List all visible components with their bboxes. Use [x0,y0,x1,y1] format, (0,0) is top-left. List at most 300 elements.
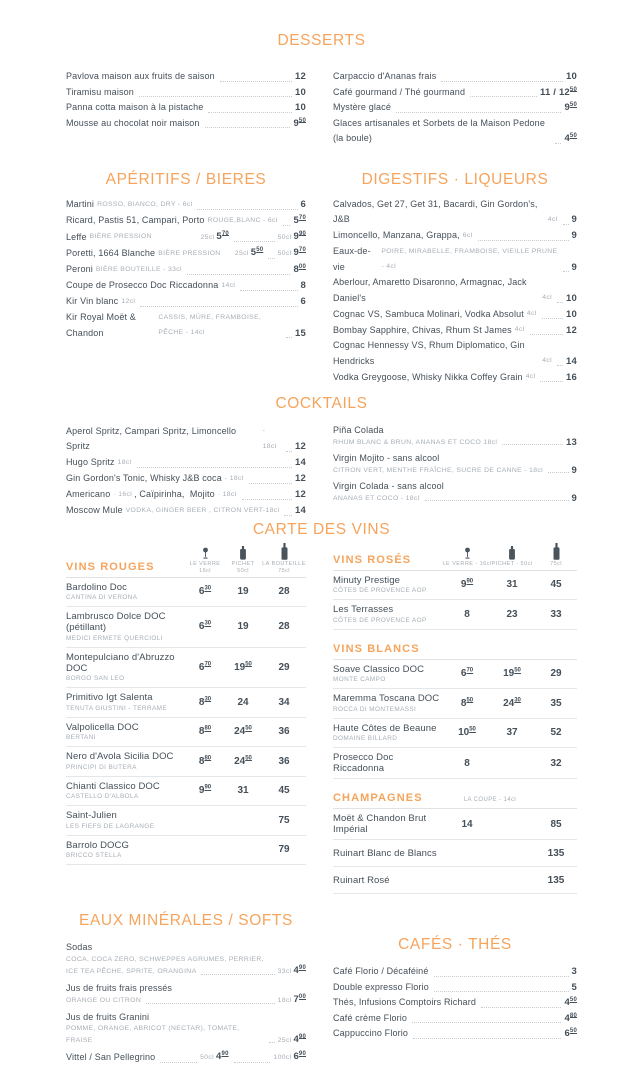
serving-size: 18cl [277,997,292,1004]
wine-producer: BORGO SAN LEO [66,675,125,682]
item-price: 100cl $6^{90}$ [273,1050,306,1062]
wine-column-header [224,543,262,577]
wine-price: 28 [278,621,290,633]
wine-name: Les Terrasses CÔTES DE PROVENCE AOP [333,604,445,625]
item-price: 14 [295,505,306,516]
item-detail: 12cl [121,297,136,305]
item-detail: COCA, COCA ZERO, SCHWEPPES AGRUMES, PERRIER, [66,955,264,963]
menu-item [333,322,577,338]
item-detail: · 18cl [217,490,237,498]
item-price: 5 [571,981,577,993]
rose-white-champagne-tables [333,543,577,895]
item-detail: · 16cl [113,490,133,498]
item-name: Aberlour, Amaretto Disaronno, Armagnac, Jack Daniel's [333,277,530,303]
menu-item [333,197,577,228]
dotted-leader [269,1042,275,1043]
menu-item [66,294,306,310]
item-name: Piña Colada [333,425,384,435]
item-price: 9 [571,492,577,504]
item-price: 25cl $5^{70}$ [200,230,229,242]
item-detail: - 18cl [262,427,277,450]
serving-size: 50cl [200,1054,215,1061]
item-price: 8 [300,280,306,291]
eaux-section [66,912,306,1066]
wine-name: Haute Côtes de Beaune DOMAINE BILLARD [333,723,445,744]
item-detail: 4cl [542,357,553,364]
menu-item [66,455,306,471]
item-price: $9^{50}$ [564,101,577,113]
item-price: 12 [295,71,306,82]
item-detail: 4cl [542,294,553,301]
dotted-leader [478,240,569,241]
wine-row [66,777,306,807]
menu-item [333,275,577,306]
wine-name: Bardolino Doc CANTINA DI VERONA [66,582,186,603]
wine-name: Barrolo DOCG BRICCO STELLA [66,840,186,861]
wine-producer: CÔTES DE PROVENCE AOP [333,587,427,594]
item-name: Café crème Florio [333,1012,408,1023]
wine-producer: PRINCIPI DI BUTERA [66,763,137,771]
wine-price: 34 [278,696,290,708]
aperitifs-digestifs-headings [66,171,577,188]
item-price: 10 [566,292,577,304]
desserts-columns [66,69,577,147]
wine-price: 29 [550,668,562,680]
item-detail: CASSIS, MÛRE, FRAMBOISE, PÊCHE - 14cl [158,313,264,336]
item-price: 12 [566,324,577,336]
item-price: 6 [300,296,306,307]
item-detail: POMME, ORANGE, ABRICOT (NECTAR), TOMATE, FRAISE [66,1025,242,1044]
cocktails-title: COCKTAILS [275,395,368,412]
wine-column-header [489,543,535,570]
item-detail: BIÈRE BOUTEILLE - 33cl [95,265,182,273]
item-name: Double expresso Florio [333,981,429,992]
item-name: Panna cotta maison à la pistache [66,102,204,112]
dotted-leader [249,483,292,484]
menu-item [333,369,577,385]
item-name: Carpaccio d'Ananas frais [333,71,437,81]
menu-item [333,423,577,451]
wine-category-heading: VINS ROUGES [66,560,155,573]
menu-item [66,981,306,1010]
wine-row [333,867,577,894]
wine-table [66,543,306,866]
item-name: Coupe de Prosecco Doc Riccadonna [66,280,219,290]
item-price: $4^{50}$ [564,132,577,144]
wine-name: Soave Classico DOC MONTE CAMPO [333,664,445,685]
dotted-leader [548,472,569,473]
wine-price: 135 [547,847,565,859]
item-price: 9 [571,261,577,273]
wine-price: 36 [278,726,290,738]
wine-price: 19 [237,586,249,598]
wine-name: Minuty Prestige CÔTES DE PROVENCE AOP [333,575,445,596]
wine-table [333,792,577,894]
wine-price: 75 [278,814,290,826]
item-detail: RHUM BLANC & BRUN, ANANAS ET COCO 18cl [333,438,498,446]
item-price: 50cl $9^{70}$ [277,246,306,258]
dotted-leader [234,241,275,242]
item-detail: - 18cl [224,474,244,482]
wine-row [66,806,306,836]
menu-item [66,503,306,519]
menu-item [66,940,306,981]
wine-price: $8^{80}$ [198,755,212,767]
red-wines-table [66,543,306,895]
serving-size: 25cl [234,250,249,257]
item-name: Pavlova maison aux fruits de saison [66,71,215,81]
column-label: 75cl [550,560,562,567]
column-label: LE VERRE - 16cl [442,560,492,567]
wine-row [333,809,577,840]
serving-size: 50cl [277,250,292,257]
wine-price: 85 [550,818,562,830]
menu-item [333,479,577,507]
wine-glass-icon [201,547,210,560]
wine-price: $8^{30}$ [198,696,212,708]
wine-price: 24 [237,696,249,708]
dotted-leader [413,1038,561,1039]
menu-item [333,244,577,276]
item-price: $6^{50}$ [564,1027,577,1039]
wine-price: $10^{50}$ [458,726,476,739]
item-name: Virgin Mojito - sans alcool [333,453,440,463]
bottle-icon [552,543,561,560]
serving-size: 100cl [273,1054,292,1061]
dotted-leader [481,1007,561,1008]
carafe-icon [508,546,516,560]
item-price: 10 [566,308,577,320]
desserts-left-list [66,69,306,147]
menu-item [66,197,306,213]
menu-item [66,1010,306,1050]
item-price: 9 [571,214,577,225]
column-volume: 75cl [278,567,290,574]
item-name: Poretti, 1664 Blanche [66,248,156,258]
wine-name: Montepulciano d'Abruzzo DOC BORGO SAN LEO [66,652,186,684]
item-name: Eaux-de-vie [333,246,371,272]
menu-item [333,228,577,244]
item-name: Gin Gordon's Tonic, Whisky J&B coca [66,473,222,483]
item-name: , Caïpirinha, Mojito [134,489,215,499]
wine-columns [66,543,577,895]
wine-row [333,600,577,630]
wine-name: Valpolicella DOC BERTANI [66,722,186,743]
carafe-icon [239,546,247,560]
dotted-leader [187,274,291,275]
item-price: 50cl $9^{90}$ [277,230,307,242]
serving-size: 25cl [277,1036,292,1044]
dotted-leader [208,112,292,113]
item-price: 50cl $4^{90}$ [200,1050,229,1062]
wine-row [333,660,577,690]
dotted-leader [268,258,274,259]
menu-item [333,69,577,85]
serving-size: 50cl [277,233,292,241]
dotted-leader [530,334,564,335]
item-name: Virgin Colada - sans alcool [333,481,444,491]
wine-column-header [442,543,492,570]
desserts-right-list [333,69,577,147]
item-name: Mystère glacé [333,102,391,112]
menu-item [66,423,306,455]
dotted-leader [197,209,297,210]
wine-producer: LES FIEFS DE LAGRANGE [66,822,155,830]
item-detail: 4cl [525,373,536,380]
dotted-leader [283,225,291,226]
dotted-leader [434,991,569,992]
item-name: Thés, Infusions Comptoirs Richard [333,997,477,1007]
carte-des-vins-title: CARTE DES VINS [252,520,391,538]
wine-price: $6^{70}$ [460,667,474,680]
wine-price: $24^{50}$ [234,725,252,738]
wine-table-header [333,543,577,571]
wine-price: 19 [237,621,249,633]
dotted-leader [286,451,292,452]
wine-price: $19^{50}$ [503,667,521,680]
item-detail: ANANAS ET COCO - 18cl [333,494,420,502]
bottle-icon [280,543,289,560]
dotted-leader [396,112,561,113]
dotted-leader [139,96,292,97]
wine-name: Saint-Julien LES FIEFS DE LAGRANGE [66,810,186,831]
dotted-leader [284,515,292,516]
wine-price: 36 [278,755,290,767]
item-name: Glaces artisanales et Sorbets de la Maison Pedone (la boule) [333,117,548,143]
dotted-leader [542,318,563,319]
wine-price: $8^{50}$ [460,697,474,709]
menu-item [66,278,306,294]
wine-name: Nero d'Avola Sicilia DOC PRINCIPI DI BUTERA [66,751,186,772]
item-detail: BIÈRE PRESSION [89,233,152,240]
wine-category-heading: CHAMPAGNES [333,792,423,804]
wine-row [333,840,577,867]
wine-price: $9^{90}$ [198,784,212,797]
wine-row [66,578,306,608]
wine-price: 37 [506,727,518,739]
item-name: Peroni [66,264,93,274]
wine-price: 45 [550,579,562,591]
serving-size: 25cl [200,233,215,241]
item-name: Aperol Spritz, Campari Spritz, Limoncello Spritz [66,425,239,451]
menu-item [333,306,577,322]
wine-producer: MONTE CAMPO [333,676,386,683]
wine-price: 135 [547,874,565,886]
item-name: Café gourmand / Thé gourmand [333,86,466,97]
wine-category-heading: VINS ROSÉS [333,553,412,566]
digestifs-title: DIGESTIFS · LIQUEURS [361,170,549,188]
item-name: Cappuccino Florio [333,1028,409,1038]
item-price: 9 [571,230,577,241]
wine-row [66,718,306,748]
dotted-leader [540,381,563,382]
aperitifs-digestifs-columns [66,197,577,386]
desserts-title: DESSERTS [277,32,366,49]
item-price: 15 [295,327,306,339]
aperitifs-title: APÉRITIFS / BIERES [105,170,267,188]
column-volume: 16cl [199,567,211,574]
wine-producer: MEDICI ERMETE QUERCIOLI [66,634,163,642]
wine-price: 31 [506,579,518,591]
dotted-leader [563,271,569,272]
menu-item [66,310,306,342]
item-detail: 4cl [514,326,525,333]
item-name: Ricard, Pastis 51, Campari, Porto [66,215,205,225]
dotted-leader [557,365,563,366]
wine-row [66,648,306,689]
wine-producer: DOMAINE BILLARD [333,735,398,742]
eaux-list [66,940,306,1066]
wine-row [66,747,306,777]
item-name: Leffe [66,231,87,242]
menu-item [333,338,577,369]
item-detail: 14cl [221,281,236,289]
eaux-title: EAUX MINÉRALES / SOFTS [79,912,293,929]
item-price: 12 [295,441,306,452]
item-price: 10 [295,86,306,98]
wine-price: $6^{70}$ [198,661,212,673]
dotted-leader [557,302,563,303]
wine-price: 8 [464,608,470,620]
wine-glass-icon [463,547,472,560]
item-name: Americano [66,489,111,499]
item-name: Jus de fruits frais pressés [66,982,173,993]
dotted-leader [160,1062,197,1063]
wine-producer: TENUTA GIUSTINI - TERRAME [66,704,168,712]
column-label: LA BOUTEILLE [262,560,306,567]
wine-table-header [333,792,577,809]
wine-price: 35 [550,697,562,709]
menu-item [66,245,306,262]
dotted-leader [205,127,291,128]
bottom-columns [66,912,577,1066]
wine-row [333,719,577,749]
wine-price: 29 [278,661,290,673]
dotted-leader [412,1022,561,1023]
menu-item [66,229,306,246]
wine-name: Ruinart Rosé [333,874,390,886]
menu-item [66,116,306,132]
item-detail: ICE TEA PÊCHE, SPRITE, ORANGINA [66,968,197,975]
wine-producer: CASTELLO D'ALBOLA [66,793,139,800]
column-volume: 50cl [237,567,249,574]
wine-price: 31 [237,785,249,797]
wine-producer: CÔTES DE PROVENCE AOP [333,616,427,624]
item-detail: CITRON VERT, MENTHE FRAÎCHE, SUCRE DE CANNE - 18cl [333,466,543,474]
wine-price: 23 [506,608,518,620]
item-name: Moscow Mule [66,505,123,515]
wine-price: $9^{90}$ [460,578,474,591]
menu-item [66,100,306,116]
item-price: 10 [295,102,306,113]
item-name: Sodas [66,942,93,952]
cafes-section [333,912,577,1066]
wine-producer: BERTANI [66,734,96,741]
dotted-leader [434,976,569,977]
wine-column-header [186,543,224,577]
item-price: 25cl $5^{50}$ [234,246,264,258]
cafes-title: CAFÉS · THÉS [398,936,512,953]
item-name: Cognac VS, Sambuca Molinari, Vodka Absolut [333,308,524,319]
wine-producer: ROCCA DI MONTEMASSI [333,705,417,713]
wine-column-header [262,543,306,577]
menu-item [66,1049,306,1066]
wine-price: 14 [461,818,473,830]
item-price: 3 [571,966,577,977]
cocktails-right-list [333,423,577,519]
wine-price: $6^{30}$ [198,585,212,598]
menu-item [333,85,577,101]
menu-item [333,100,577,116]
item-price: 33cl $4^{90}$ [277,964,306,976]
wine-row [333,571,577,601]
wine-price: 28 [278,586,290,598]
dotted-leader [555,143,561,144]
item-name: Hugo Spritz [66,457,115,467]
menu-item [333,980,577,996]
item-price: $11 / 12^{50}$ [539,86,577,98]
item-name: Limoncello, Manzana, Grappa, [333,230,460,240]
dotted-leader [242,499,293,500]
item-detail: 18cl [117,458,132,466]
wine-name: Ruinart Blanc de Blancs [333,847,437,859]
dotted-leader [140,306,297,307]
dotted-leader [234,1062,271,1063]
serving-note: LA COUPE - 14cl [463,797,517,803]
wine-price: 79 [278,844,290,856]
item-price: 18cl $7^{00}$ [277,993,306,1005]
item-price: 9 [571,464,577,476]
wine-row [333,689,577,719]
item-name: Cognac Hennessy VS, Rhum Diplomatico, Gin Hendricks [333,340,528,366]
wine-row [333,748,577,779]
wine-table-header [333,643,577,660]
menu-item [333,964,577,980]
wine-table [333,543,577,630]
item-price: 16 [566,371,577,383]
item-detail: VODKA, GINGER BEER , CITRON VERT-18cl [125,506,280,514]
wine-column-header [535,543,577,570]
wine-table [333,643,577,780]
item-detail: BIÈRE PRESSION [158,249,221,257]
aperitifs-list [66,197,306,386]
wine-price: 52 [550,727,562,739]
menu-item [66,262,306,278]
wine-price: $8^{80}$ [198,725,212,738]
wine-row [66,607,306,648]
cocktails-left-list [66,423,306,519]
item-name: Bombay Sapphire, Chivas, Rhum St James [333,324,512,335]
wine-name: Chianti Classico DOC CASTELLO D'ALBOLA [66,781,186,802]
item-price: 13 [566,436,577,448]
dotted-leader [441,81,563,82]
wine-price: 8 [464,757,470,769]
wine-category-heading: VINS BLANCS [333,642,420,655]
menu-item [333,1026,577,1042]
item-price: 12 [295,473,306,484]
dotted-leader [425,500,569,501]
item-detail: ROUGE,BLANC - 6cl [207,216,278,224]
item-price: 10 [566,71,577,82]
item-price: 14 [295,457,306,468]
wine-price: 45 [278,785,290,797]
item-detail: 6cl [462,231,473,239]
item-price: 25cl $4^{90}$ [277,1033,306,1045]
wine-producer: CANTINA DI VERONA [66,594,138,601]
item-name: Tiramisu maison [66,86,134,97]
wine-row [66,688,306,718]
item-price: $5^{70}$ [293,214,306,226]
